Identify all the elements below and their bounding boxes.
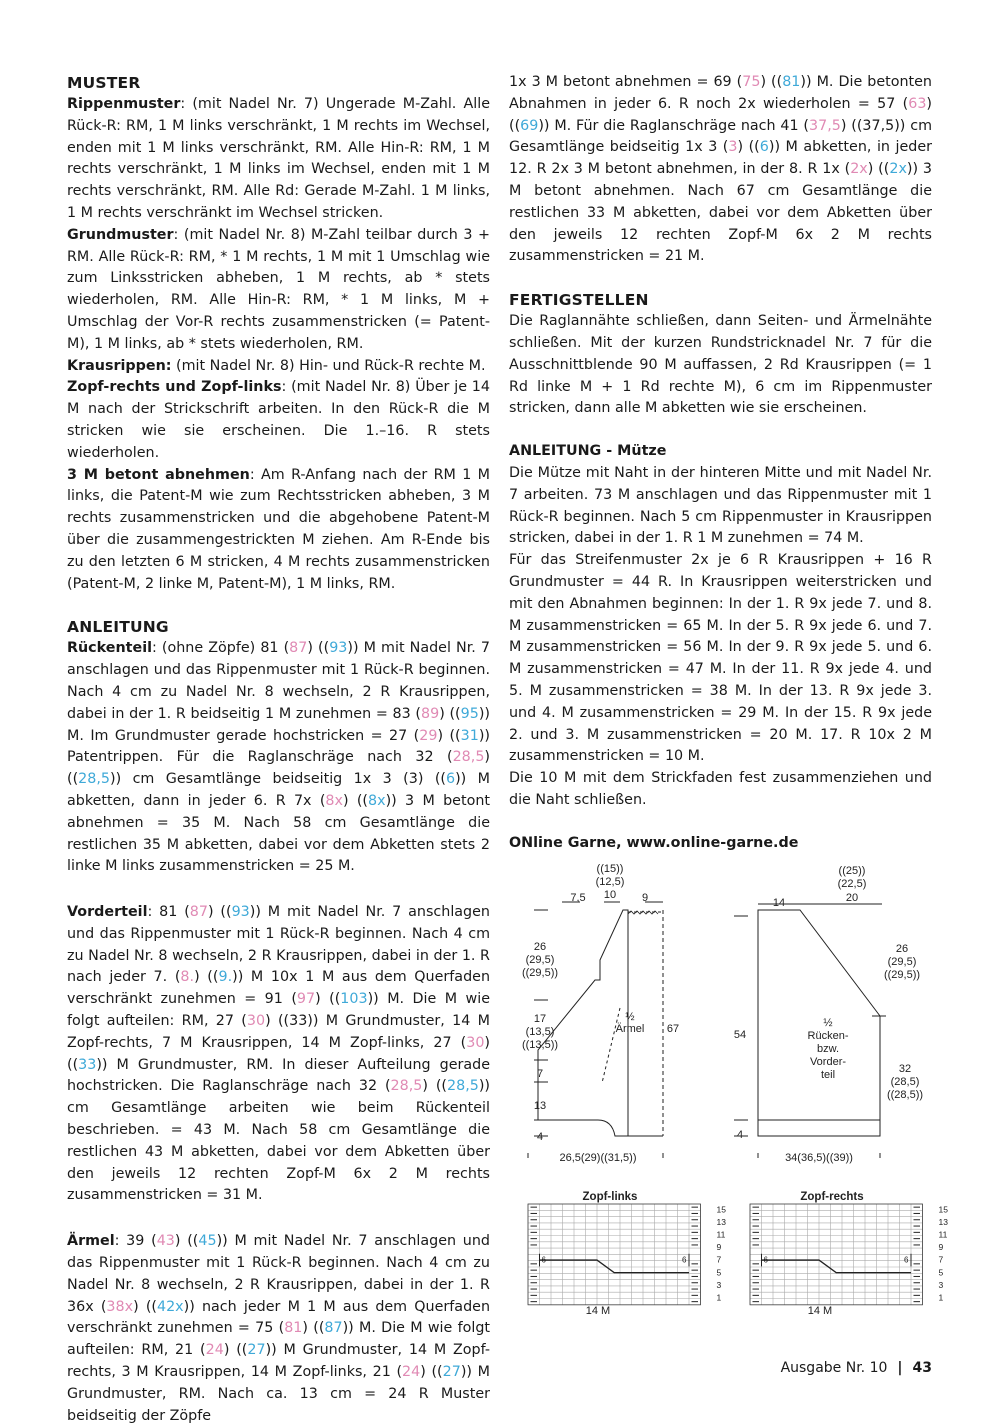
paragraph-aermel-continued: 1x 3 M betont abnehmen = 69 (75) ((81)) M. Die betonten Abnahmen in jeder 6. R noch 2x wiederholen = 57 (63) ((69)) M. Für die Raglanschräge nach 41 (37,5) ((37,5)) cm Gesamtlänge beidseitig 1x 3 (3) ((6)) M abketten, in jeder 12. R 2x 3 M betont abnehmen, in der 8. R 1x (2x) ((2x)) 3 M betont abnehmen. Nach 67 cm Gesamtlänge die restlichen 33 M abketten, dabei vor dem Abketten über den jeweils 12 rechten Zopf-M 6x 2 M rechts zusammenstricken = 21 M. [509, 74, 933, 265]
sleeve-left-2b: (13,5) [525, 1026, 555, 1038]
body-top-1: ((25)) [838, 865, 866, 877]
body-right-2b: (28,5) [890, 1076, 920, 1088]
body-right-1b: (29,5) [887, 956, 917, 968]
sleeve-left-2c: ((13,5)) [521, 1039, 559, 1051]
body-bottom: 34(36,5)((39)) [785, 1152, 853, 1164]
paragraph-zopf: Zopf-rechts und Zopf-links: (mit Nadel Nr. 8) Über je 14 M nach der Strickschrift arbeiten. In den Rück-R die M stricken wie sie erscheinen. Die 1.–16. R stets wiederholen. [67, 379, 490, 461]
sleeve-top-left: 7,5 [570, 892, 586, 904]
body-right-1a: 26 [895, 943, 909, 955]
chart-row-number: 5 [938, 1267, 944, 1278]
chart-row-number: 11 [938, 1229, 948, 1240]
sleeve-top-3: 10 [603, 889, 617, 901]
paragraph-muetze-3: Die 10 M mit dem Strickfaden fest zusammenziehen und die Naht schließen. [509, 770, 932, 808]
paragraph-rueckenteil: Rückenteil: (ohne Zöpfe) 81 (87) ((93)) M mit Nadel Nr. 7 anschlagen und das Rippenmuster mit 1 Rück-R beginnen. Nach 4 cm zu Nadel Nr. 8 wechseln, 2 R Krausrippen, dabei in der 1. R beidseitig 1 M zunehmen = 83 (89) ((95)) M. Im Grundmuster gerade hochstricken = 27 (29) ((31)) Patentrippen. Für die Raglanschräge nach 32 (28,5) ((28,5)) cm Gesamtlänge beidseitig 1x 3 (3) ((6)) M abketten, dann in jeder 6. R 7x (8x) ((8x)) 3 M betont abnehmen = 35 M. Nach 58 cm Gesamtlänge die restlichen 35 M abketten, dabei vor dem Abketten stets 2 linke M links zusammenstricken = 25 M. [67, 640, 490, 875]
footer-separator: | [897, 1360, 903, 1376]
chart-rechts-bottom: 14 M [807, 1305, 833, 1317]
left-column [67, 72, 490, 1427]
chart-cable-line [762, 1260, 912, 1273]
chart-row-number: 9 [716, 1242, 722, 1253]
sleeve-left-2a: 17 [533, 1013, 547, 1025]
chart-row-number: 1 [716, 1292, 722, 1303]
paragraph-betont: 3 M betont abnehmen: Am R-Anfang nach der RM 1 M links, die Patent-M wie zum Rechtsstricken abheben, 3 M rechts zusammenstricken und die abgehobene Patent-M über die zusammengestrickten M ziehen. Am R-Ende bis zu den letzten 6 M stricken, 4 M rechts zusammenstricken (Patent-M, 2 linke M, Patent-M), 1 M links, RM. [67, 466, 490, 592]
schematic-sleeve [520, 858, 705, 1170]
chart-row-number: 3 [716, 1279, 722, 1290]
sleeve-bottom: 26,5(29)((31,5)) [559, 1152, 637, 1164]
section-heading-muetze: ANLEITUNG - Mütze [509, 443, 667, 460]
chart-row-number: 15 [716, 1204, 726, 1215]
chart-rechts-title: Zopf-rechts [800, 1191, 864, 1203]
sleeve-top-right: 9 [641, 892, 649, 904]
chart-row-number: 1 [938, 1292, 944, 1303]
schematic-body [722, 858, 937, 1170]
body-top-3: 20 [845, 892, 859, 904]
chart-marker-left: 6 [541, 1255, 546, 1265]
chart-row-number: 15 [938, 1204, 948, 1215]
body-center-3: bzw. [816, 1043, 840, 1055]
section-heading-muster: MUSTER [67, 74, 141, 92]
paragraph-muetze-1: Die Mütze mit Naht in der hinteren Mitte und mit Nadel Nr. 7 arbeiten. 73 M anschlagen und das Rippenmuster mit 1 Rück-R beginnen. Nach 5 cm Rippenmuster in Krausrippen stricken, dabei in der 1. R 1 M zunehmen = 74 M. [509, 464, 932, 547]
sleeve-right: 67 [666, 1023, 680, 1035]
source-credit: ONline Garne, www.online-garne.de [509, 834, 799, 851]
paragraph-vorderteil: Vorderteil: 81 (87) ((93)) M mit Nadel Nr. 7 anschlagen und das Rippenmuster mit 1 Rück-R beginnen. Nach 4 cm zu Nadel Nr. 8 wechseln, 2 R Krausrippen, dabei in der 1. R nach jeder 7. (8.) ((9.)) M 10x 1 M aus dem Querfaden verschränkt zunehmen = 91 (97) ((103)) M. Die M wie folgt aufteilen: RM, 27 (30) ((33)) M Grundmuster, 14 M Zopf-rechts, 7 M Krausrippen, 14 M Zopf-links, 27 (30) ((33)) M Grundmuster, RM. In dieser Aufteilung gerade hochstricken. Die Raglanschräge nach 32 (28,5) ((28,5)) cm Gesamtlänge arbeiten wie beim Rückenteil beschrieben. = 43 M. Nach 58 cm Gesamtlänge die restlichen 43 M abketten, dabei vor dem Abketten über den jeweils 12 rechten Zopf-M 6x 2 M rechts zusammenstricken = 31 M. [67, 904, 491, 1204]
chart-cable-line [540, 1260, 690, 1273]
body-right-2c: ((28,5)) [886, 1089, 924, 1101]
body-center-5: teil [820, 1069, 836, 1081]
section-heading-fertigstellen: FERTIGSTELLEN [509, 291, 649, 310]
body-center-2: Rücken- [807, 1030, 849, 1042]
stitch-chart-zopf-links [520, 1186, 726, 1321]
chart-row-number: 5 [716, 1267, 722, 1278]
sleeve-left-1b: (29,5) [525, 954, 555, 966]
page-number: 43 [912, 1360, 932, 1376]
paragraph-grundmuster: Grundmuster: (mit Nadel Nr. 8) M-Zahl teilbar durch 3 + RM. Alle Rück-R: RM, * 1 M rechts, 1 M mit 1 Umschlag wie zum Linksstricken abheben, 1 M rechts, ab * stets wiederholen, RM. Alle Hin-R: RM, * 1 M links, M + Umschlag der Vor-R rechts zusammenstricken (= Patent-M), 1 M links, ab * stets wiederholen, RM. [67, 226, 490, 352]
body-right-1c: ((29,5)) [883, 969, 921, 981]
paragraph-krausrippen: Krausrippen: (mit Nadel Nr. 8) Hin- und Rück-R rechte M. [67, 357, 486, 374]
sleeve-center-1: ½ [625, 1011, 635, 1023]
sleeve-left-4: 13 [533, 1100, 547, 1112]
paragraph-muetze-2: Für das Streifenmuster 2x je 6 R Krausrippen + 16 R Grundmuster = 44 R. In Krausrippen weiterstricken und mit den Abnahmen beginnen: In der 1. R 9x jede 7. und 8. M zusammenstricken = 65 M. In der 5. R 9x jede 6. und 7. M zusammenstricken = 56 M. In der 9. R 9x jede 5. und 6. M zusammenstricken = 47 M. In der 11. R 9x jede 4. und 5. M zusammenstricken = 38 M. In der 13. R 9x jede 3. und 4. M zusammenstricken = 29 M. In der 15. R 9x jede 2. und 3. M zusammenstricken = 20 M. 17. R 10x 2 M zusammenstricken = 10 M. [509, 552, 932, 765]
sleeve-center-2: Ärmel [615, 1023, 645, 1035]
chart-row-number: 11 [716, 1229, 726, 1240]
stitch-chart-zopf-rechts [742, 1186, 948, 1321]
paragraph-fertigstellen: Die Raglannähte schließen, dann Seiten- und Ärmelnähte schließen. Mit der kurzen Rundstricknadel Nr. 7 für die Ausschnittblende 90 M auffassen, 2 Rd Krausrippen (= 1 Rd linke M + 1 Rd rechte M), 6 cm im Rippenmuster stricken, dann alle M abketten wie sie erscheinen. [509, 313, 932, 417]
chart-row-number: 13 [716, 1216, 726, 1227]
paragraph-aermel: Ärmel: 39 (43) ((45)) M mit Nadel Nr. 7 anschlagen und das Rippenmuster mit 1 Rück-R beginnen. Nach 4 cm zu Nadel Nr. 8 wechseln, 2 R Krausrippen, dabei in der 1. R 36x (38x) ((42x)) nach jeder M 1 M aus dem Querfaden verschränkt zunehmen = 75 (81) ((87)) M. Die M wie folgt aufteilen: RM, 21 (24) ((27)) M Grundmuster, 14 M Zopf-rechts, 3 M Krausrippen, 14 M Zopf-links, 21 (24) ((27)) M Grundmuster, RM. Nach ca. 13 cm = 24 R Muster beidseitig der Zöpfe [67, 1233, 491, 1424]
chart-marker-left: 6 [763, 1255, 768, 1265]
right-column [509, 72, 932, 855]
sleeve-left-1a: 26 [533, 941, 547, 953]
sleeve-top-1: ((15)) [596, 863, 624, 875]
chart-links-bottom: 14 M [585, 1305, 611, 1317]
sleeve-left-1c: ((29,5)) [521, 967, 559, 979]
chart-row-number: 9 [938, 1242, 944, 1253]
body-left-1: 54 [733, 1029, 747, 1041]
issue-label: Ausgabe Nr. 10 [780, 1360, 888, 1376]
chart-row-number: 7 [938, 1254, 944, 1265]
body-center-4: Vorder- [809, 1056, 847, 1068]
body-center-1: ½ [823, 1017, 833, 1029]
page-footer [781, 1360, 932, 1376]
chart-marker-right: 6 [904, 1255, 909, 1265]
paragraph-rippenmuster: Rippenmuster: (mit Nadel Nr. 7) Ungerade M-Zahl. Alle Rück-R: RM, 1 M links verschränkt, 1 M rechts im Wechsel, enden mit 1 M links verschränkt, RM. Alle Hin-R: RM, 1 M rechts verschränkt, 1 M links im Wechsel, enden mit 1 M rechts verschränkt, RM. Alle Rd: Gerade M-Zahl. 1 M links, 1 M rechts verschränkt im Wechsel stricken. [67, 96, 490, 221]
chart-marker-right: 6 [682, 1255, 687, 1265]
body-left-2: 4 [736, 1129, 744, 1141]
sleeve-left-3: 7 [536, 1068, 544, 1080]
sleeve-left-5: 4 [536, 1131, 544, 1143]
chart-links-title: Zopf-links [582, 1191, 638, 1203]
section-heading-anleitung: ANLEITUNG [67, 618, 169, 637]
body-right-2a: 32 [898, 1063, 912, 1075]
chart-row-number: 13 [938, 1216, 948, 1227]
sleeve-top-2: (12,5) [595, 876, 625, 888]
chart-row-number: 3 [938, 1279, 944, 1290]
body-top-2: (22,5) [837, 878, 867, 890]
body-top-left: 14 [772, 897, 786, 909]
chart-row-number: 7 [716, 1254, 722, 1265]
